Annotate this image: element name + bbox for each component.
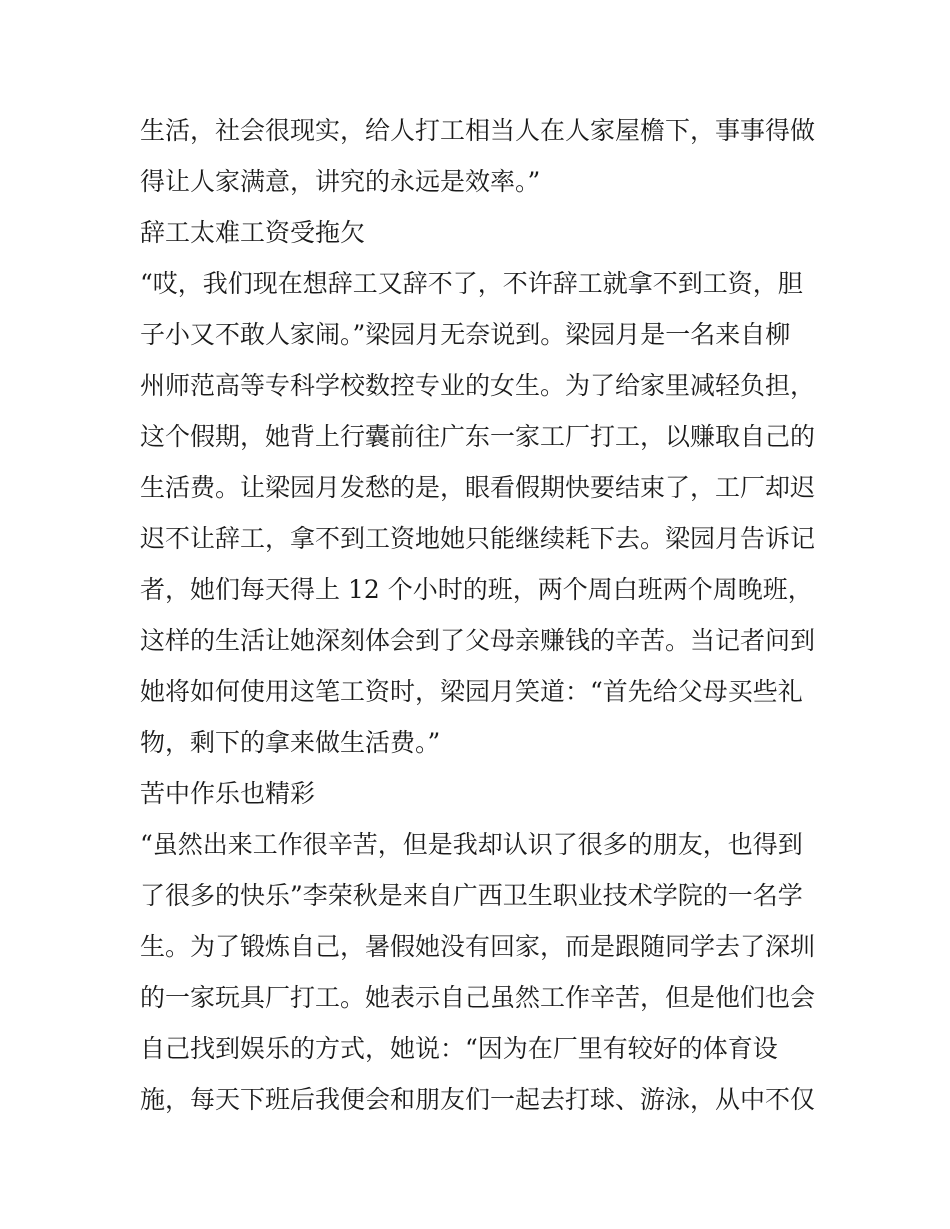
text-line: 生活费。让梁园月发愁的是，眼看假期快要结束了，工厂却迟 xyxy=(140,473,816,502)
text-line: 物，剩下的拿来做生活费。” xyxy=(140,728,441,757)
text-line: 迟不让辞工，拿不到工资地她只能继续耗下去。梁园月告诉记 xyxy=(140,524,816,553)
text-line: 自己找到娱乐的方式，她说：“因为在厂里有较好的体育设 xyxy=(140,1034,778,1063)
document-body xyxy=(140,105,820,1125)
text-line: 这样的生活让她深刻体会到了父母亲赚钱的辛苦。当记者问到 xyxy=(140,626,816,655)
text-line: 生活，社会很现实，给人打工相当人在人家屋檐下，事事得做 xyxy=(140,116,816,145)
text-line: 她将如何使用这笔工资时，梁园月笑道：“首先给父母买些礼 xyxy=(140,677,803,706)
text-line: 了很多的快乐”李荣秋是来自广西卫生职业技术学院的一名学 xyxy=(140,881,803,910)
text-line: 这个假期，她背上行囊前往广东一家工厂打工，以赚取自己的 xyxy=(140,422,816,451)
text-line: “哎，我们现在想辞工又辞不了，不许辞工就拿不到工资，胆 xyxy=(140,269,803,298)
text-line: 施，每天下班后我便会和朋友们一起去打球、游泳，从中不仅 xyxy=(140,1085,816,1114)
text-line: 生。为了锻炼自己，暑假她没有回家，而是跟随同学去了深圳 xyxy=(140,932,816,961)
text-line: 的一家玩具厂打工。她表示自己虽然工作辛苦，但是他们也会 xyxy=(140,983,816,1012)
text-line: 州师范高等专科学校数控专业的女生。为了给家里减轻负担， xyxy=(140,371,816,400)
section-heading: 辞工太难工资受拖欠 xyxy=(140,218,366,247)
text-line: 得让人家满意，讲究的永远是效率。” xyxy=(140,167,541,196)
section-heading: 苦中作乐也精彩 xyxy=(140,779,316,808)
text-line: “虽然出来工作很辛苦，但是我却认识了很多的朋友，也得到 xyxy=(140,830,803,859)
text-line: 子小又不敢人家闹。”梁园月无奈说到。梁园月是一名来自柳 xyxy=(140,320,791,349)
text-line: 者，她们每天得上 12 个小时的班，两个周白班两个周晚班， xyxy=(140,575,813,604)
